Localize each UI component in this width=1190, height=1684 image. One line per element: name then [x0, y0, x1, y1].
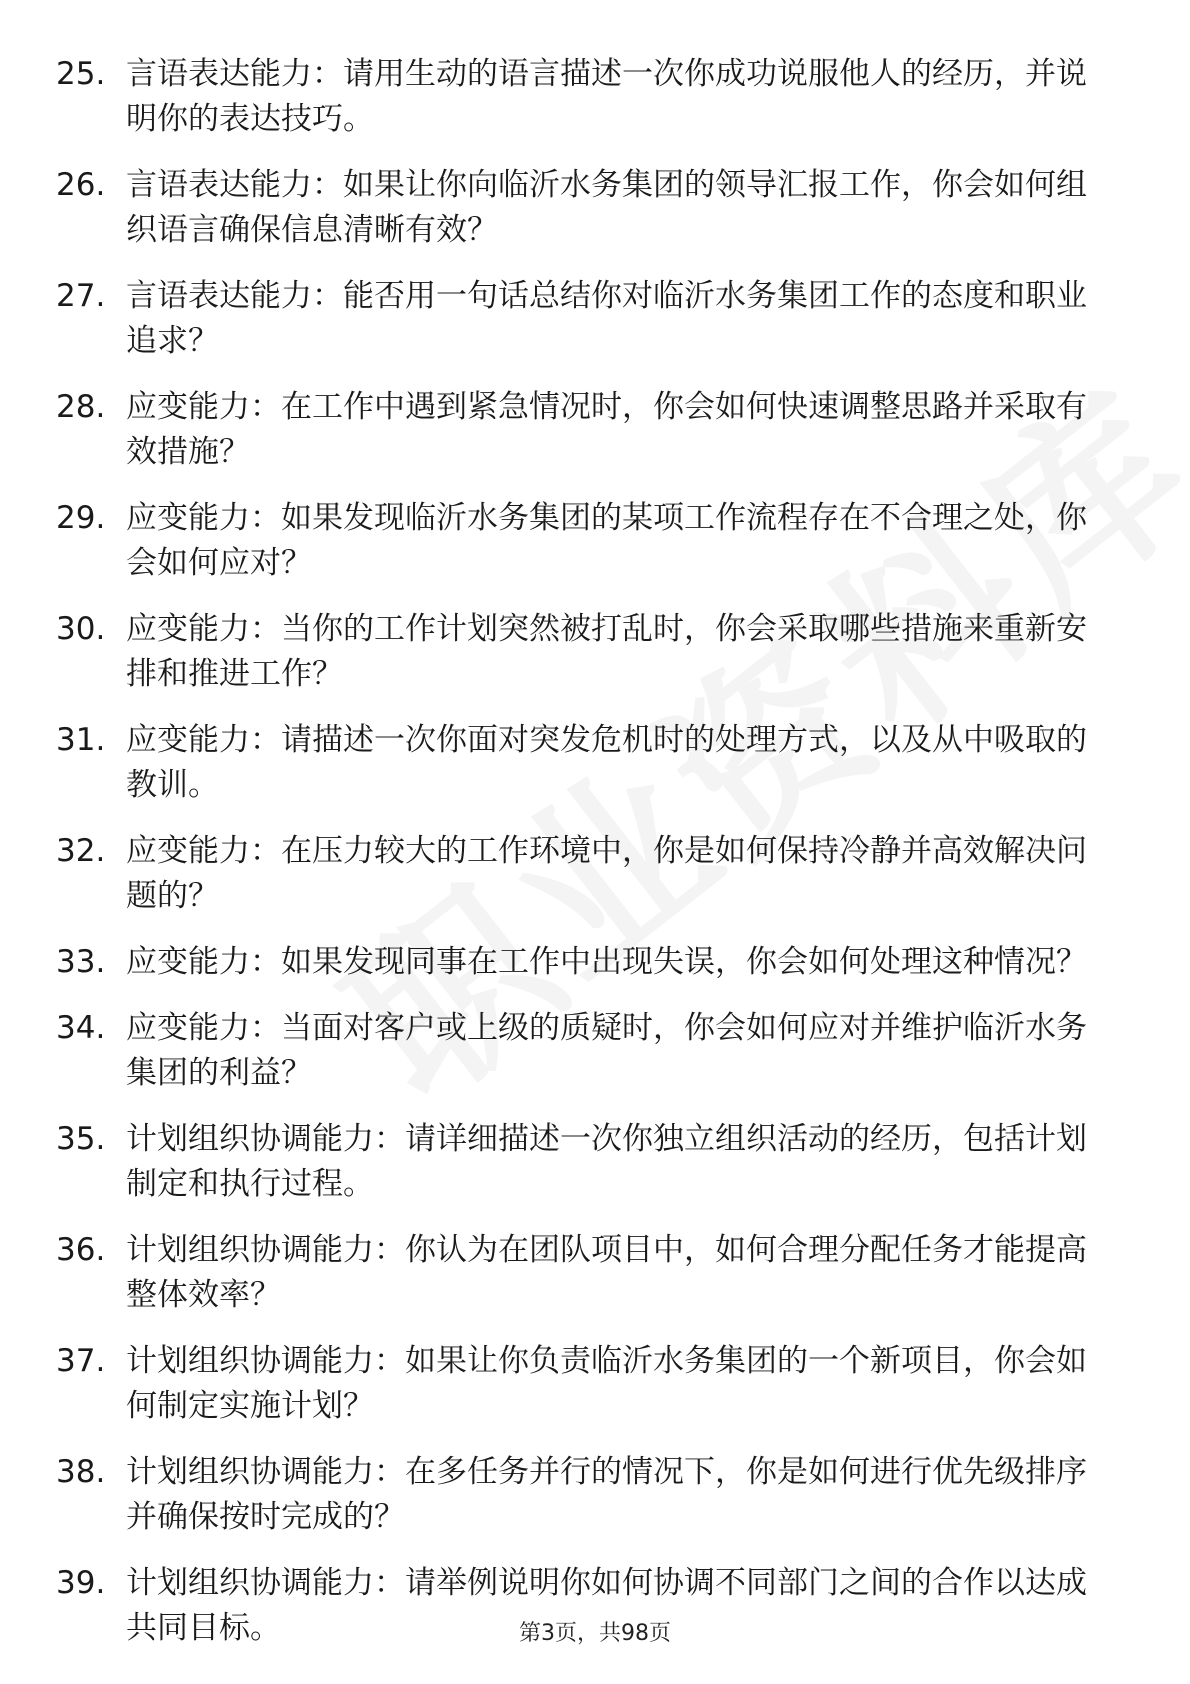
- question-number: 29.: [56, 500, 106, 536]
- question-text: 应变能力：在压力较大的工作环境中，你是如何保持冷静并高效解决问题的？: [126, 833, 1087, 914]
- question-text: 言语表达能力：如果让你向临沂水务集团的领导汇报工作，你会如何组织语言确保信息清晰有效？: [126, 167, 1087, 248]
- question-number: 32.: [56, 833, 106, 869]
- question-item: [56, 274, 1116, 364]
- question-item: [56, 718, 1116, 808]
- question-item: [56, 607, 1116, 697]
- question-number: 37.: [56, 1343, 106, 1379]
- question-item: [56, 1339, 1116, 1429]
- question-item: [56, 163, 1116, 253]
- question-item: [56, 385, 1116, 475]
- question-text: 计划组织协调能力：请详细描述一次你独立组织活动的经历，包括计划制定和执行过程。: [126, 1121, 1087, 1202]
- question-number: 25.: [56, 56, 106, 92]
- question-number: 31.: [56, 722, 106, 758]
- question-item: [56, 1006, 1116, 1096]
- question-number: 36.: [56, 1232, 106, 1268]
- question-text: 计划组织协调能力：在多任务并行的情况下，你是如何进行优先级排序并确保按时完成的？: [126, 1454, 1087, 1535]
- question-item: [56, 52, 1116, 142]
- question-item: [56, 940, 1116, 985]
- question-number: 26.: [56, 167, 106, 203]
- question-item: [56, 1117, 1116, 1207]
- question-text: 计划组织协调能力：如果让你负责临沂水务集团的一个新项目，你会如何制定实施计划？: [126, 1343, 1087, 1424]
- question-number: 38.: [56, 1454, 106, 1490]
- question-text: 言语表达能力：请用生动的语言描述一次你成功说服他人的经历，并说明你的表达技巧。: [126, 56, 1087, 137]
- question-item: [56, 829, 1116, 919]
- question-number: 34.: [56, 1010, 106, 1046]
- question-number: 27.: [56, 278, 106, 314]
- question-number: 35.: [56, 1121, 106, 1157]
- question-number: 39.: [56, 1565, 106, 1601]
- question-text: 应变能力：请描述一次你面对突发危机时的处理方式，以及从中吸取的教训。: [126, 722, 1087, 803]
- question-text: 应变能力：在工作中遇到紧急情况时，你会如何快速调整思路并采取有效措施？: [126, 389, 1087, 470]
- question-text: 应变能力：如果发现同事在工作中出现失误，你会如何处理这种情况？: [126, 944, 1087, 980]
- question-text: 计划组织协调能力：你认为在团队项目中，如何合理分配任务才能提高整体效率？: [126, 1232, 1087, 1313]
- question-list: [56, 52, 1116, 1672]
- question-number: 30.: [56, 611, 106, 647]
- question-text: 应变能力：当面对客户或上级的质疑时，你会如何应对并维护临沂水务集团的利益？: [126, 1010, 1087, 1091]
- question-text: 应变能力：当你的工作计划突然被打乱时，你会采取哪些措施来重新安排和推进工作？: [126, 611, 1087, 692]
- question-item: [56, 1450, 1116, 1540]
- question-text: 应变能力：如果发现临沂水务集团的某项工作流程存在不合理之处，你会如何应对？: [126, 500, 1087, 581]
- question-number: 33.: [56, 944, 106, 980]
- question-number: 28.: [56, 389, 106, 425]
- question-item: [56, 496, 1116, 586]
- question-text: 言语表达能力：能否用一句话总结你对临沂水务集团工作的态度和职业追求？: [126, 278, 1087, 359]
- question-text: 计划组织协调能力：请举例说明你如何协调不同部门之间的合作以达成共同目标。: [126, 1565, 1087, 1646]
- page-footer: 第3页，共98页: [519, 1621, 671, 1646]
- question-item: [56, 1228, 1116, 1318]
